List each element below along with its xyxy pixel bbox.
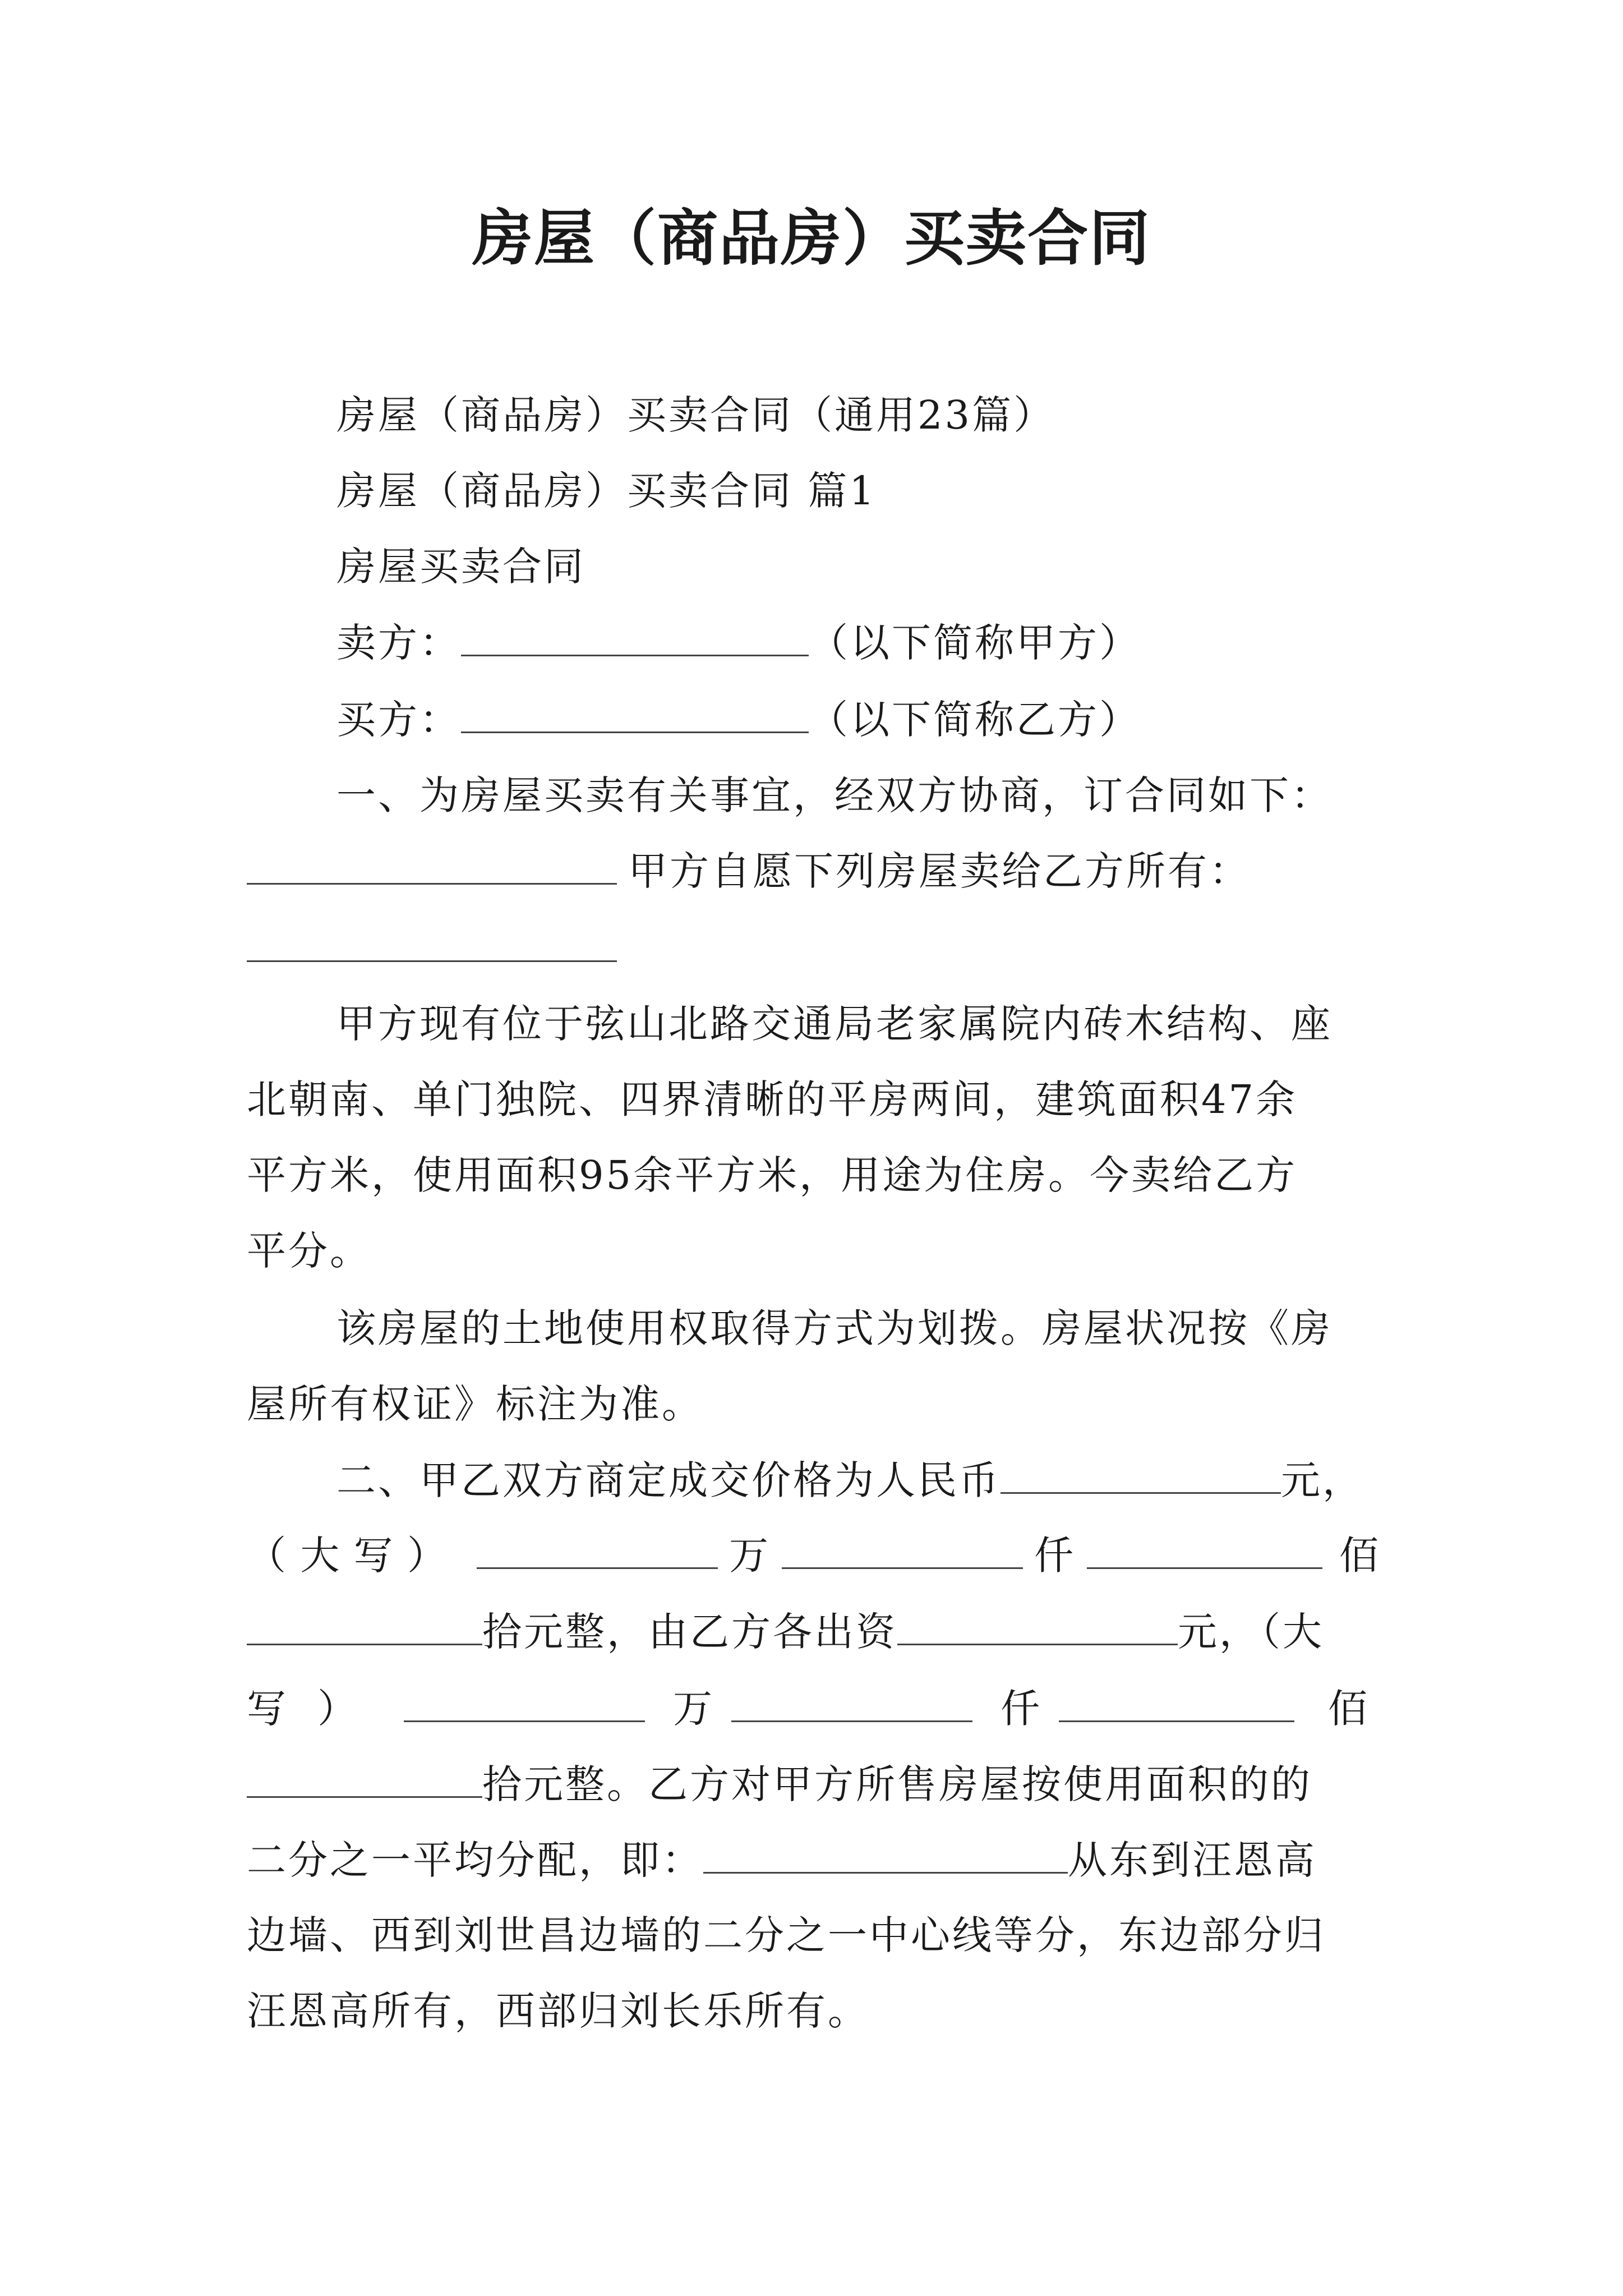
qian-blank	[782, 1527, 1023, 1569]
shi-blank-2	[247, 1756, 482, 1798]
paragraph-line: 屋所有权证》标注为准。	[247, 1381, 703, 1427]
price-unit: 元，	[1281, 1457, 1364, 1503]
allocation-label: 二分之一平均分配，即：	[247, 1837, 703, 1883]
wan-unit-2: 万	[673, 1686, 714, 1732]
paragraph-line: 甲方现有位于弦山北路交通局老家属院内砖木结构、座	[336, 1001, 1332, 1047]
sale-blank	[247, 843, 617, 885]
bai-unit: 佰	[1339, 1533, 1381, 1579]
price-blank	[1000, 1452, 1281, 1494]
paragraph-line: 北朝南、单门独院、四界清晰的平房两间，建筑面积47余	[247, 1076, 1298, 1122]
contribution-blank	[897, 1603, 1178, 1645]
chapter-line: 房屋（商品房）买卖合同 篇1	[336, 468, 877, 514]
xie-label: 写 ）	[247, 1686, 359, 1732]
paragraph-line: 平分。	[247, 1228, 371, 1274]
price-line	[336, 1452, 1364, 1508]
allocation-line	[247, 1756, 1312, 1812]
daxie-label: （ 大 写 ）	[247, 1533, 449, 1579]
contribution-upper-line	[247, 1680, 1370, 1736]
buyer-blank	[461, 691, 809, 733]
bai-blank-2	[1059, 1680, 1294, 1722]
price-upper-line	[247, 1527, 1381, 1583]
contribution-unit: 元，（大	[1178, 1609, 1324, 1655]
paragraph-line: 该房屋的土地使用权取得方式为划拨。房屋状况按《房	[336, 1305, 1332, 1351]
buyer-line	[336, 691, 1141, 747]
qian-unit-2: 仟	[1000, 1686, 1042, 1732]
allocation-line-2	[247, 1832, 1317, 1888]
wan-blank	[477, 1527, 718, 1569]
buyer-note: （以下简称乙方）	[809, 697, 1141, 743]
seller-note: （以下简称甲方）	[809, 620, 1141, 666]
sale-blank-2	[247, 920, 617, 962]
seller-blank	[461, 614, 809, 656]
paragraph-line: 平方米，使用面积95余平方米，用途为住房。今卖给乙方	[247, 1152, 1298, 1198]
price-upper-line-2	[247, 1603, 1324, 1659]
paragraph-line: 边墙、西到刘世昌边墙的二分之一中心线等分，东边部分归	[247, 1912, 1326, 1958]
wan-blank-2	[404, 1680, 645, 1722]
clause-one-sale-line	[247, 843, 1363, 899]
wan-unit: 万	[729, 1533, 771, 1579]
qian-unit: 仟	[1034, 1533, 1076, 1579]
shi-blank	[247, 1603, 482, 1645]
contribution-label: 拾元整，由乙方各出资	[482, 1609, 897, 1655]
bai-unit-2: 佰	[1328, 1686, 1370, 1732]
paragraph-line: 汪恩高所有，西部归刘长乐所有。	[247, 1988, 869, 2034]
document-title: 房屋（商品房）买卖合同	[472, 203, 1151, 274]
subtitle-line: 房屋（商品房）买卖合同（通用23篇）	[336, 392, 1055, 438]
seller-line	[336, 614, 1141, 670]
sale-text: 甲方自愿下列房屋卖给乙方所有：	[628, 848, 1251, 894]
buyer-label: 买方：	[336, 697, 461, 743]
contract-heading: 房屋买卖合同	[336, 544, 585, 590]
sale-second-line	[247, 920, 617, 976]
allocation-east: 从东到汪恩高	[1068, 1837, 1317, 1883]
allocation-text: 拾元整。乙方对甲方所售房屋按使用面积的的	[482, 1761, 1312, 1807]
allocation-blank	[703, 1832, 1068, 1874]
qian-blank-2	[731, 1680, 972, 1722]
bai-blank	[1087, 1527, 1322, 1569]
clause-one-line: 一、为房屋买卖有关事宜，经双方协商，订合同如下：	[336, 772, 1332, 818]
price-label: 二、甲乙双方商定成交价格为人民币	[336, 1457, 1000, 1503]
seller-label: 卖方：	[336, 620, 461, 666]
